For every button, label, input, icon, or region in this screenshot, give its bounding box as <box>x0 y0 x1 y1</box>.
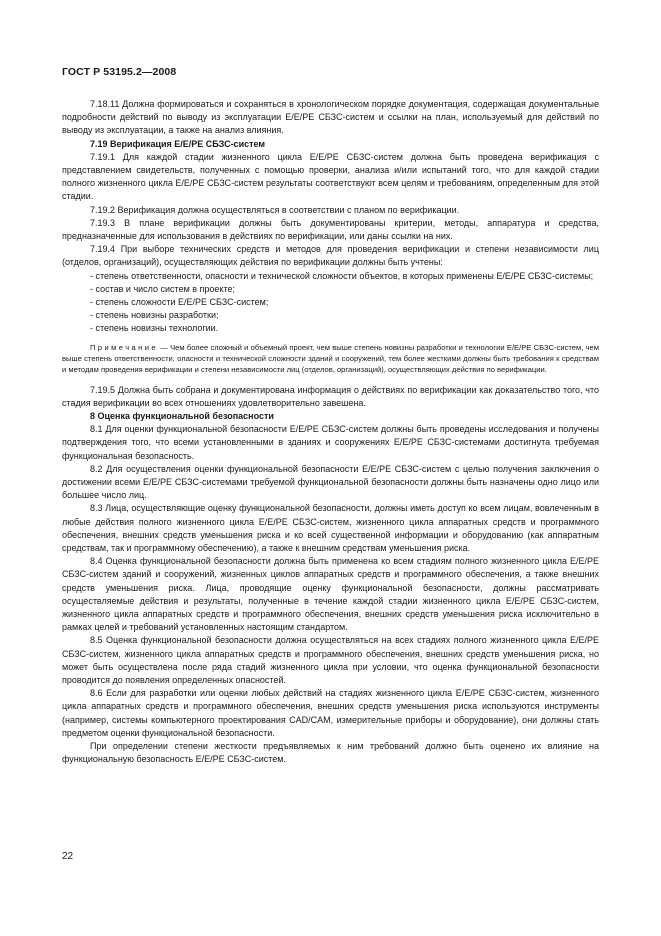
paragraph: 7.19.2 Верификация должна осуществляться в соответствии с планом по верификации. <box>90 204 460 215</box>
paragraph: 8.1 Для оценки функциональной безопасности Е/Е/PE СБЗС-систем должны быть проведены исследования и получены подтверждения того, что всеми установленными в зданиях и сооружениях Е/Е/PE СБЗС-системами достигнута требуемая функциональная безопасность. <box>62 424 599 461</box>
paragraph: 8.2 Для осуществления оценки функциональной безопасности Е/Е/PE СБЗС-систем с целью получения заключения о достижении всеми Е/Е/PE СБЗС-системами требуемой функциональной безопасности должны быть назначены одно лицо или большее число лиц. <box>62 463 599 501</box>
note-label: Примечание <box>90 342 158 352</box>
document-header: ГОСТ Р 53195.2—2008 <box>62 66 177 78</box>
page-number: 22 <box>62 851 74 862</box>
list-item: - степень новизны разработки; <box>90 310 219 321</box>
paragraph: 8.6 Если для разработки или оценки любых действий на стадиях жизненного цикла Е/Е/PE СБЗС-систем, жизненного цикла аппаратных средств и программного обеспечения, внешних средств уменьшения риска используются инструменты (например, системы компьютерного проектирования CAD/CAM, измерительные приборы и оборудование), они должны стать предметом оценки функциональной безопасности. <box>62 688 599 738</box>
document-body <box>62 98 599 766</box>
list-item: - степень сложности Е/Е/PE СБЗС-систем; <box>90 297 269 308</box>
section-heading: 8 Оценка функциональной безопасности <box>90 410 274 421</box>
paragraph: 7.18.11 Должна формироваться и сохраняться в хронологическом порядке документация, содержащая документальные подробности действий по выводу из эксплуатации Е/Е/PE СБЗС-систем и ссылки на план, используемый для действий по выводу из эксплуатации, а также на анализ влияния. <box>62 99 599 136</box>
paragraph: 7.19.1 Для каждой стадии жизненного цикла Е/Е/PE СБЗС-систем должна быть проведена верификация с представлением свидетельств, полученных с помощью проверки, анализа и/или испытаний того, что для каждой стадии полного жизненного цикла Е/Е/PE СБЗС-систем результаты соответствуют всем целям и требованиям, определенным для этой стадии. <box>62 151 599 202</box>
list-item: - степень ответственности, опасности и технической сложности объектов, в которых применены Е/Е/PE СБЗС-системы; <box>90 270 594 281</box>
paragraph: 7.19.4 При выборе технических средств и методов для проведения верификации и степени независимости лиц (отделов, организаций), осуществляющих действия по верификации должны быть учтены: <box>62 244 599 268</box>
paragraph: 8.3 Лица, осуществляющие оценку функциональной безопасности, должны иметь доступ ко всем лицам, вовлеченным в любые действия полного жизненного цикла Е/Е/PE СБЗС-систем, жизненного цикла аппаратных средств и программного обеспечения, внешних средств уменьшения риска и ко всей существенной информации и оборудованию (как аппаратным средствам, так и программному обеспечению), а также к внешним средствам уменьшения риска. <box>62 503 599 553</box>
paragraph: 7.19.3 В плане верификации должны быть документированы критерии, методы, аппаратура и средства, предназначенные для использования в действиях по верификации, или даны ссылки на них. <box>62 217 599 242</box>
list-item: - состав и число систем в проекте; <box>90 283 235 294</box>
paragraph: При определении степени жесткости предъявляемых к ним требований должно быть оценено их влияние на функциональную безопасность Е/Е/PE СБЗС-систем. <box>62 741 599 765</box>
note <box>62 342 599 376</box>
list-item: - степень новизны технологии. <box>90 323 219 334</box>
paragraph: 8.5 Оценка функциональной безопасности должна осуществляться на всех стадиях полного жизненного цикла Е/Е/PE СБЗС-систем, жизненного цикла аппаратных средств и программного обеспечения, внешних средств уменьшения риска, но может быть осуществлена после ряда стадий жизненного цикла при условии, что оценка функциональной безопасности проводится до появления определенных опасностей. <box>62 635 599 686</box>
paragraph: 7.19.5 Должна быть собрана и документирована информация о действиях по верификации как доказательство того, что стадия верификации во всех отношениях удовлетворительно завешена. <box>62 384 599 408</box>
section-heading: 7.19 Верификация Е/Е/PE СБЗС-систем <box>90 138 266 149</box>
note-text: — Чем более сложный и объемный проект, чем выше степень новизны разработки и технологии Е/Е/PE СБЗС-систем, чем выше степень ответственности, опасности и технической сложности зданий и сооружений, тем более жесткими должны быть требования к средствам и методам проведения верификации и степени независимости лиц (отделов, организаций), осуществляющих действия по верификации. <box>62 342 599 375</box>
paragraph: 8.4 Оценка функциональной безопасности должна быть применена ко всем стадиям полного жизненного цикла Е/Е/PE СБЗС-систем зданий и сооружений, жизненных циклов аппаратных средств и программного обеспечения, а также внешних средств уменьшения риска. Лица, проводящие оценку функциональной безопасности, должны рассматривать осуществляемые действия и результаты, полученные в течение каждой стадии жизненного цикла Е/Е/PE СБЗС-систем, жизненного цикла аппаратных средств и программного обеспечения, внешних средств уменьшения риска исключительно в рамках целей и требований установленных настоящим стандартом. <box>62 556 599 633</box>
